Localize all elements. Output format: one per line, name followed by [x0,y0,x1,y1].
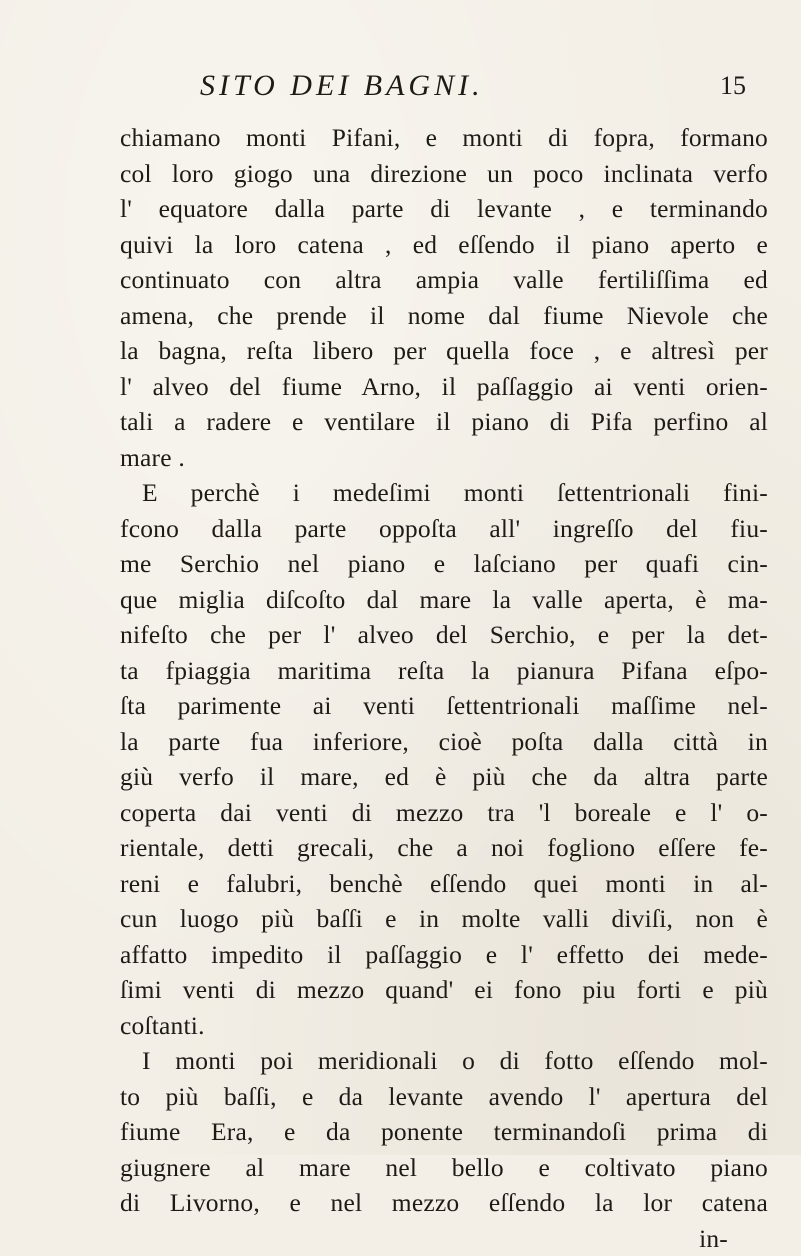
text-line: col loro giogo una direzione un poco inclinata verfo [120,156,768,192]
text-line: ta fpiaggia maritima reſta la pianura Pifana eſpo- [120,653,768,689]
running-title: SITO DEI BAGNI. [200,66,484,106]
text-line: amena, che prende il nome dal fiume Nievole che [120,298,768,334]
text-line: la parte fua inferiore, cioè poſta dalla città in [120,724,768,760]
text-line: que miglia diſcoſto dal mare la valle aperta, è ma- [120,582,768,618]
text-line: giugnere al mare nel bello e coltivato piano [120,1150,768,1186]
text-line: fcono dalla parte oppoſta all' ingreſſo del fiu- [120,511,768,547]
text-line: mare . [120,440,768,476]
text-line: ſta parimente ai venti ſettentrionali maſſime nel- [120,688,768,724]
text-line: giù verfo il mare, ed è più che da altra parte [120,759,768,795]
text-line: me Serchio nel piano e laſciano per quafi cin- [120,546,768,582]
text-line: to più baſſi, e da levante avendo l' apertura del [120,1079,768,1115]
running-head [0,66,801,106]
text-line: quivi la loro catena , ed eſſendo il piano aperto e [120,227,768,263]
text-line: fiume Era, e da ponente terminandoſi prima di [120,1114,768,1150]
text-line: rientale, detti grecali, che a noi fogliono eſſere fe- [120,830,768,866]
text-line: l' alveo del fiume Arno, il paſſaggio ai venti orien- [120,369,768,405]
catchword: in- [120,1221,768,1256]
paragraph-start-line: E perchè i medeſimi monti ſettentrionali fini- [120,475,768,511]
text-line: la bagna, reſta libero per quella foce , e altresì per [120,333,768,369]
paragraph-start-line: I monti poi meridionali o di fotto eſſendo mol- [120,1043,768,1079]
text-line: continuato con altra ampia valle fertiliſſima ed [120,262,768,298]
text-line: cun luogo più baſſi e in molte valli diviſi, non è [120,901,768,937]
text-line: l' equatore dalla parte di levante , e terminando [120,191,768,227]
body-text [120,120,768,1256]
text-line: tali a radere e ventilare il piano di Pifa perfino al [120,404,768,440]
text-line: affatto impedito il paſſaggio e l' effetto dei mede- [120,937,768,973]
page-number: 15 [720,66,746,106]
text-line: coſtanti. [120,1008,768,1044]
text-line: reni e falubri, benchè eſſendo quei monti in al- [120,866,768,902]
text-line: nifeſto che per l' alveo del Serchio, e per la det- [120,617,768,653]
text-line: ſimi venti di mezzo quand' ei fono piu forti e più [120,972,768,1008]
text-line: chiamano monti Pifani, e monti di fopra, formano [120,120,768,156]
text-line: coperta dai venti di mezzo tra 'l boreale e l' o- [120,795,768,831]
text-line: di Livorno, e nel mezzo eſſendo la lor catena [120,1185,768,1221]
